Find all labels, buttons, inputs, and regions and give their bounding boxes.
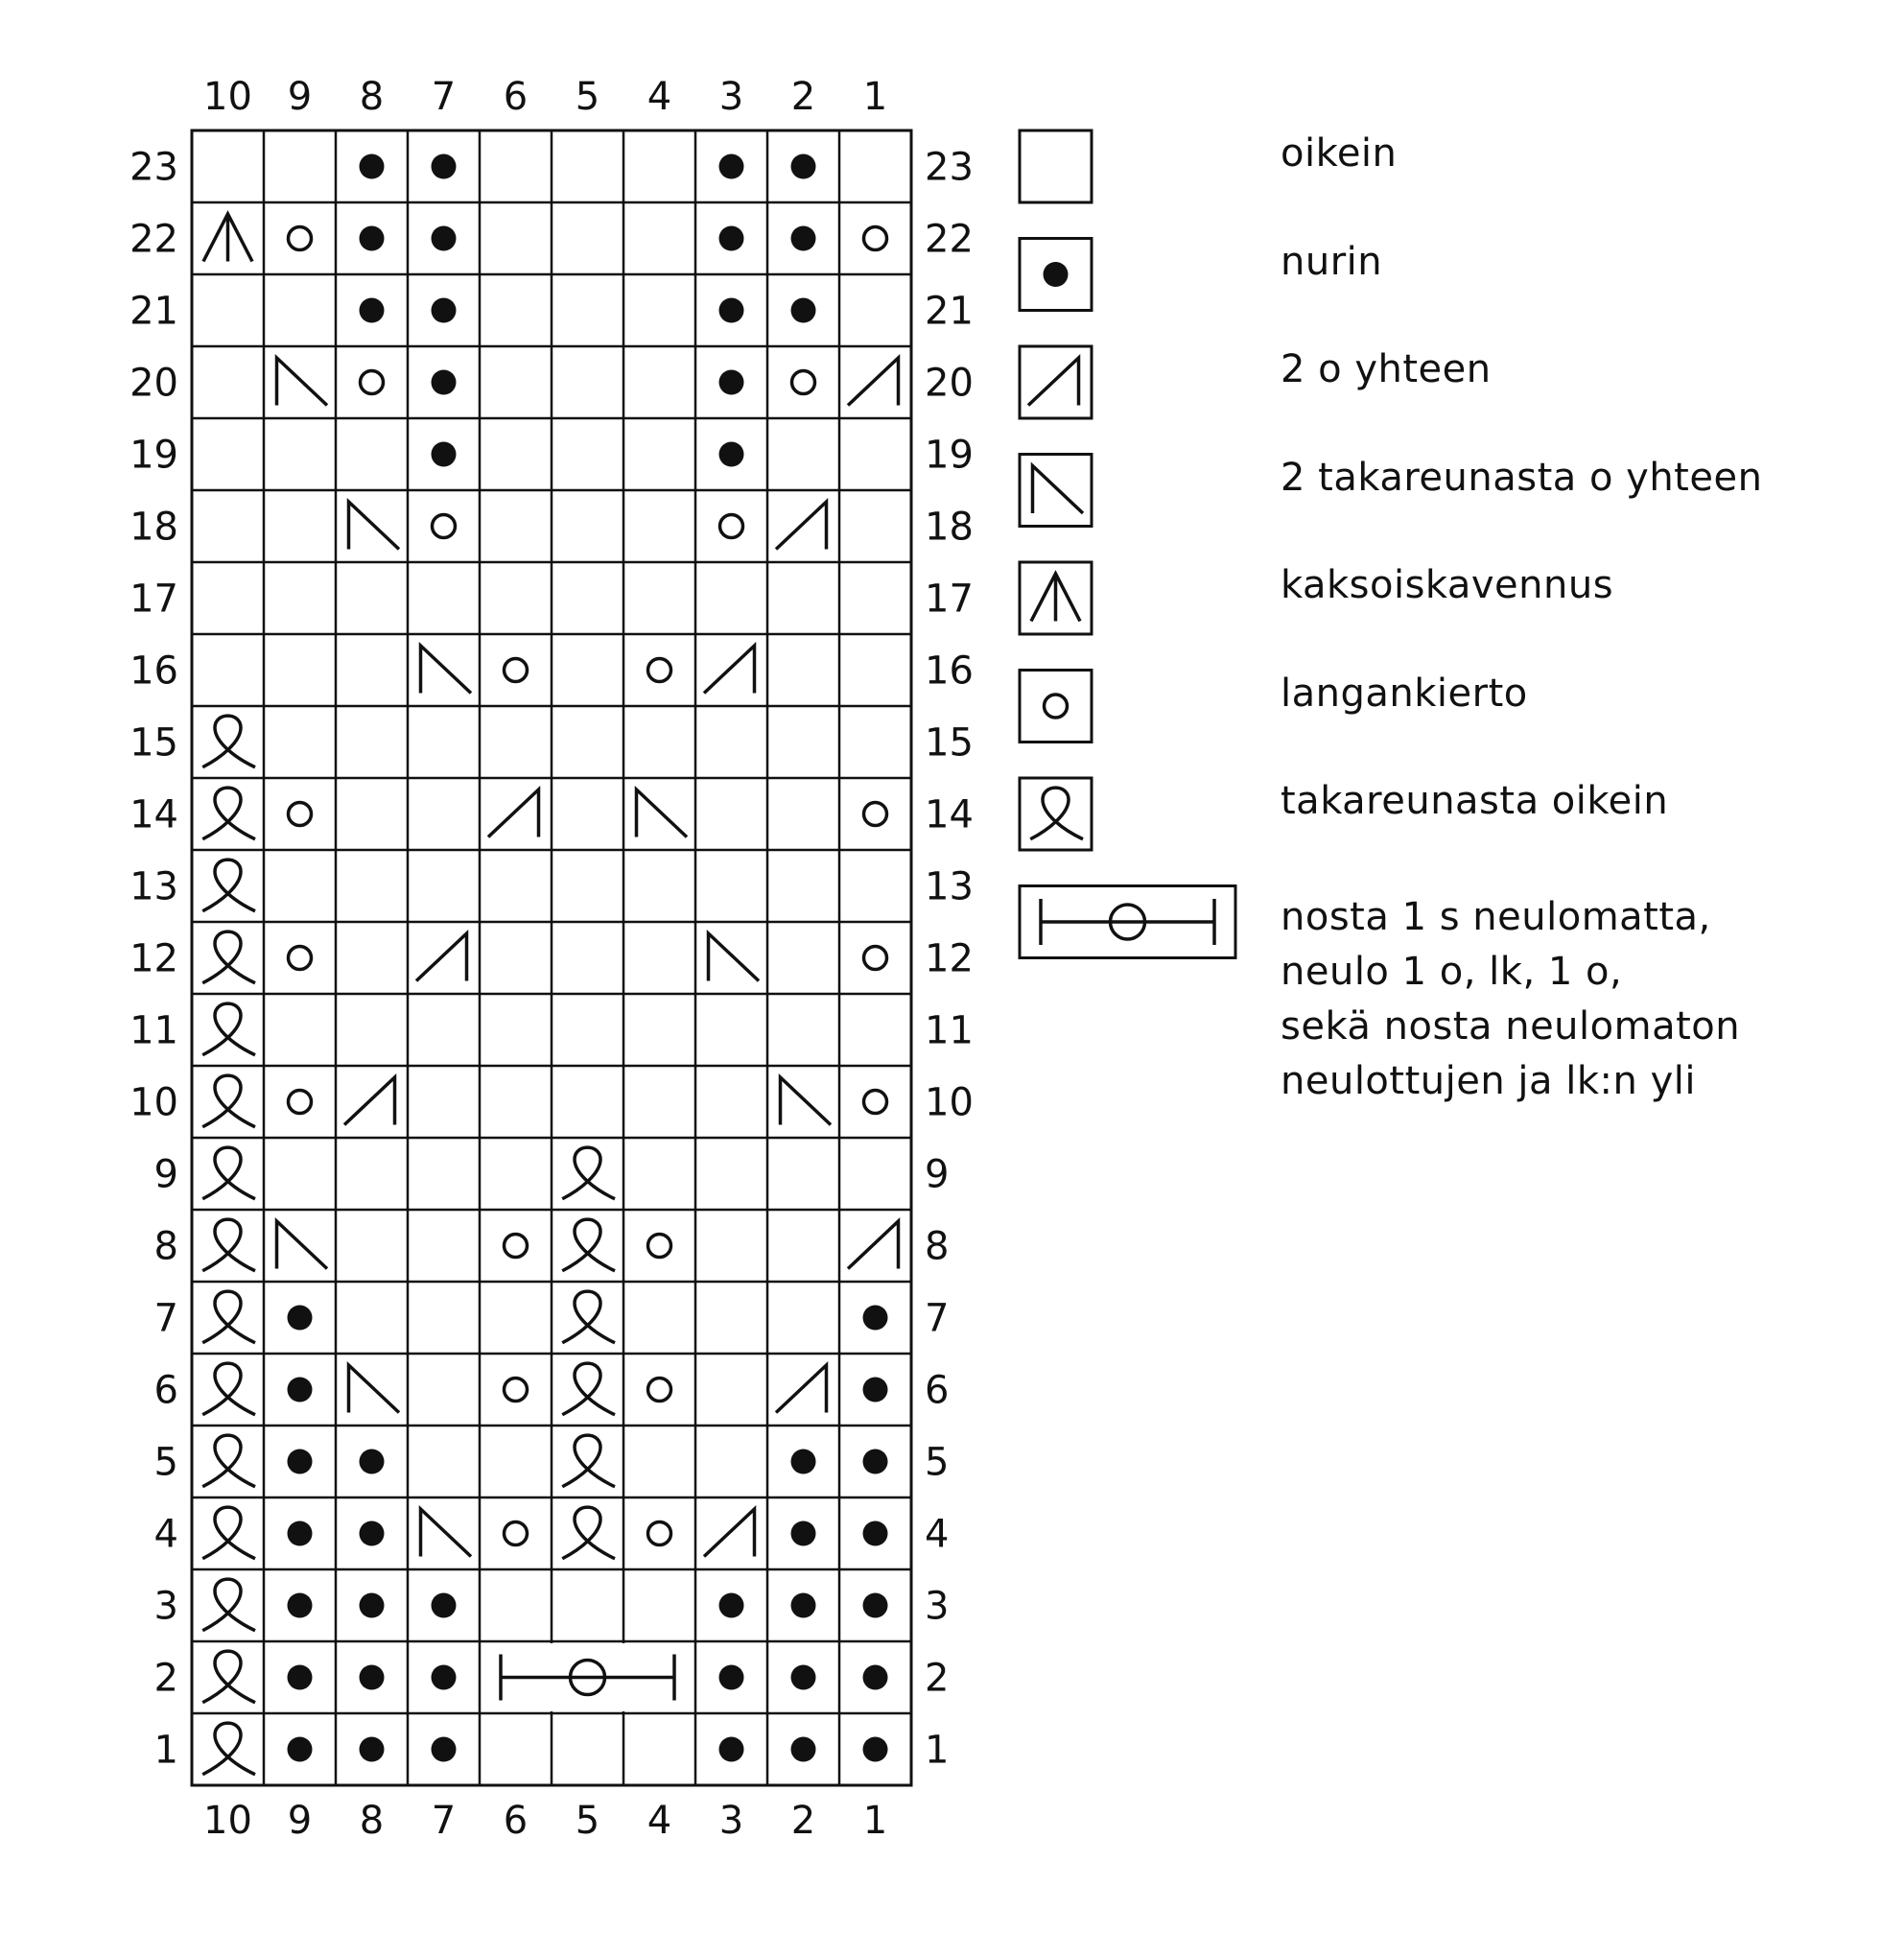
column-number-top: 5 (575, 75, 600, 119)
chart-cell-twisted-knit (562, 1219, 615, 1271)
chart-cell-purl (791, 1593, 816, 1618)
chart-cell-purl (863, 1521, 888, 1546)
chart-cell-yarn-over (792, 371, 815, 394)
chart-cell-purl (791, 1521, 816, 1546)
chart-cell-ssk (781, 1077, 832, 1125)
row-number-right: 6 (925, 1368, 950, 1413)
chart-cell-purl (719, 442, 744, 467)
column-number-top: 10 (203, 75, 252, 119)
chart-cell-yarn-over (648, 1235, 671, 1258)
chart-cell-twisted-knit (202, 931, 255, 983)
chart-cell-purl (719, 298, 744, 323)
chart-cell-purl (288, 1593, 313, 1618)
chart-cell-purl (719, 1593, 744, 1618)
column-number-top: 4 (646, 75, 672, 119)
column-number-bottom: 7 (431, 1799, 457, 1843)
chart-cell-purl (288, 1450, 313, 1474)
chart-cell-yarn-over (505, 659, 528, 682)
chart-cell-purl (791, 1737, 816, 1762)
chart-cell-purl (791, 298, 816, 323)
chart-cell-yarn-over (505, 1235, 528, 1258)
row-number-right: 20 (925, 361, 974, 406)
chart-cell-twisted-knit (562, 1291, 615, 1343)
row-number-right: 7 (925, 1296, 950, 1341)
chart-cell-purl (863, 1737, 888, 1762)
chart-cell-yarn-over (505, 1379, 528, 1402)
legend-label-ssk: 2 takareunasta o yhteen (1281, 455, 1763, 500)
row-number-right: 15 (925, 720, 974, 766)
column-number-top: 6 (503, 75, 529, 119)
column-number-bottom: 2 (790, 1799, 816, 1843)
legend-box (1020, 671, 1092, 743)
row-number-left: 10 (129, 1080, 178, 1125)
chart-cell-ssk (709, 933, 760, 981)
column-number-top: 1 (862, 75, 888, 119)
row-number-left: 2 (153, 1656, 178, 1701)
column-number-bottom: 5 (575, 1799, 600, 1843)
legend-symbols (1020, 130, 1235, 958)
row-number-left: 18 (129, 505, 178, 550)
chart-cell-yarn-over (289, 1091, 312, 1114)
chart-cell-twisted-knit (202, 860, 255, 911)
row-number-left: 8 (153, 1224, 178, 1269)
row-number-right: 5 (925, 1440, 950, 1485)
chart-cell-purl (432, 298, 457, 323)
chart-cell-purl (288, 1665, 313, 1690)
row-number-left: 9 (153, 1152, 178, 1197)
chart-cell-yarn-over (864, 947, 887, 970)
chart-cell-yarn-over (720, 515, 743, 538)
chart-cell-k2tog (416, 933, 467, 981)
chart-cell-twisted-knit (562, 1435, 615, 1487)
chart-cell-purl (791, 226, 816, 251)
chart-cell-twisted-knit (202, 1363, 255, 1415)
row-number-left: 16 (129, 648, 178, 694)
row-number-left: 17 (129, 577, 178, 622)
row-number-left: 13 (129, 864, 178, 909)
chart-cell-k2tog (704, 1509, 755, 1557)
row-number-left: 14 (129, 792, 178, 837)
row-number-right: 2 (925, 1656, 950, 1701)
chart-cell-ssk (421, 646, 472, 694)
row-number-left: 6 (153, 1368, 178, 1413)
row-number-right: 18 (925, 505, 974, 550)
column-number-bottom: 3 (718, 1799, 744, 1843)
row-number-right: 11 (925, 1008, 974, 1053)
row-number-right: 22 (925, 217, 974, 262)
column-number-bottom: 9 (287, 1799, 313, 1843)
chart-cell-purl (360, 1593, 385, 1618)
chart-cell-purl (863, 1450, 888, 1474)
row-number-left: 1 (153, 1728, 178, 1773)
column-number-top: 2 (790, 75, 816, 119)
column-number-bottom: 4 (646, 1799, 672, 1843)
chart-cell-yarn-over (864, 1091, 887, 1114)
chart-cell-purl (288, 1521, 313, 1546)
chart-cell-k2tog (776, 502, 827, 550)
chart-cell-twisted-knit (202, 1579, 255, 1631)
chart-cell-purl (360, 1521, 385, 1546)
chart-cell-purl (719, 226, 744, 251)
chart-cell-purl (791, 1665, 816, 1690)
row-number-left: 22 (129, 217, 178, 262)
row-number-left: 23 (129, 145, 178, 190)
legend-box (1020, 346, 1092, 418)
column-number-bottom: 8 (359, 1799, 385, 1843)
chart-cell-yarn-over (289, 227, 312, 250)
chart-cell-ssk (421, 1509, 472, 1557)
row-number-right: 23 (925, 145, 974, 190)
legend-label-purl: nurin (1281, 239, 1383, 284)
row-number-left: 20 (129, 361, 178, 406)
chart-cell-twisted-knit (202, 1507, 255, 1559)
row-number-right: 21 (925, 289, 974, 334)
row-number-left: 4 (153, 1512, 178, 1557)
row-number-right: 19 (925, 433, 974, 478)
chart-cell-purl (432, 154, 457, 179)
chart-cell-purl (863, 1306, 888, 1331)
chart-cell-twisted-knit (202, 788, 255, 839)
chart-cell-purl (719, 1737, 744, 1762)
chart-cell-twisted-knit (562, 1147, 615, 1199)
row-number-right: 4 (925, 1512, 950, 1557)
legend-label-slip-pass-over: nosta 1 s neulomatta, neulo 1 o, lk, 1 o, sekä nosta neulomaton neulottujen ja lk:n yli (1281, 894, 1741, 1103)
chart-cell-ssk (277, 1221, 328, 1269)
chart-cell-purl (863, 1665, 888, 1690)
row-number-left: 12 (129, 936, 178, 981)
chart-cell-twisted-knit (202, 1219, 255, 1271)
chart-cell-k2tog (344, 1077, 395, 1125)
chart-cell-purl (432, 1737, 457, 1762)
column-number-top: 7 (431, 75, 457, 119)
chart-cell-purl (432, 226, 457, 251)
column-number-top: 8 (359, 75, 385, 119)
chart-cell-purl (288, 1306, 313, 1331)
chart-cell-purl (863, 1378, 888, 1403)
chart-cell-k2tog (488, 790, 539, 837)
chart-cell-purl (360, 154, 385, 179)
row-number-left: 5 (153, 1440, 178, 1485)
row-number-right: 3 (925, 1584, 950, 1629)
row-number-right: 12 (925, 936, 974, 981)
chart-cell-purl (432, 1593, 457, 1618)
row-number-left: 7 (153, 1296, 178, 1341)
row-number-left: 21 (129, 289, 178, 334)
chart-cell-purl (360, 1450, 385, 1474)
row-number-left: 19 (129, 433, 178, 478)
chart-cell-yarn-over (648, 1379, 671, 1402)
chart-cell-yarn-over (864, 227, 887, 250)
chart-cell-k2tog (848, 358, 899, 406)
chart-cell-yarn-over (864, 803, 887, 826)
chart-cell-purl (288, 1737, 313, 1762)
column-number-bottom: 10 (203, 1799, 252, 1843)
chart-cell-yarn-over (648, 659, 671, 682)
legend-label-twisted-knit: takareunasta oikein (1281, 779, 1669, 823)
row-number-right: 13 (925, 864, 974, 909)
chart-cell-purl (719, 154, 744, 179)
chart-cell-ssk (277, 358, 328, 406)
legend-label-k2tog: 2 o yhteen (1281, 347, 1492, 391)
row-number-left: 15 (129, 720, 178, 766)
chart-cell-twisted-knit (202, 1723, 255, 1775)
chart-cell-twisted-knit (202, 1003, 255, 1055)
chart-cell-yarn-over (505, 1522, 528, 1545)
chart-cell-purl (719, 1665, 744, 1690)
chart-cell-purl (360, 298, 385, 323)
column-number-bottom: 6 (503, 1799, 529, 1843)
chart-cell-purl (432, 442, 457, 467)
chart-cell-ssk (349, 502, 400, 550)
chart-cell-purl (288, 1378, 313, 1403)
chart-cell-purl (719, 370, 744, 395)
chart-cell-twisted-knit (202, 1651, 255, 1703)
legend-label-knit: oikein (1281, 131, 1398, 176)
row-number-right: 17 (925, 577, 974, 622)
row-number-right: 1 (925, 1728, 950, 1773)
legend-label-yarn-over: langankierto (1281, 671, 1528, 716)
chart-cell-twisted-knit (202, 1435, 255, 1487)
chart-cell-yarn-over (289, 947, 312, 970)
chart-cell-twisted-knit (202, 1291, 255, 1343)
chart-cell-purl (432, 1665, 457, 1690)
chart-cell-k2tog (776, 1365, 827, 1413)
chart-cell-yarn-over (361, 371, 384, 394)
row-number-right: 9 (925, 1152, 950, 1197)
legend-symbol-purl (1044, 262, 1069, 287)
row-number-right: 10 (925, 1080, 974, 1125)
chart-cell-k2tog (704, 646, 755, 694)
chart-cell-purl (360, 1665, 385, 1690)
row-number-right: 14 (925, 792, 974, 837)
legend-box (1020, 130, 1092, 202)
chart-cell-twisted-knit (202, 1075, 255, 1127)
legend-label-double-decrease: kaksoiskavennus (1281, 563, 1614, 607)
chart-cell-ssk (637, 790, 688, 837)
row-number-left: 11 (129, 1008, 178, 1053)
chart-cell-purl (791, 154, 816, 179)
chart-cell-yarn-over (433, 515, 456, 538)
chart-cell-twisted-knit (202, 716, 255, 767)
chart-cell-purl (360, 226, 385, 251)
chart-cell-purl (863, 1593, 888, 1618)
chart-cell-ssk (349, 1365, 400, 1413)
chart-cell-twisted-knit (562, 1507, 615, 1559)
column-number-bottom: 1 (862, 1799, 888, 1843)
chart-cell-yarn-over (289, 803, 312, 826)
column-number-top: 9 (287, 75, 313, 119)
chart-cell-purl (791, 1450, 816, 1474)
row-number-right: 16 (925, 648, 974, 694)
chart-cell-purl (432, 370, 457, 395)
chart-cell-twisted-knit (562, 1363, 615, 1415)
chart-cell-purl (360, 1737, 385, 1762)
chart-cell-yarn-over (648, 1522, 671, 1545)
chart-cell-double-decrease (203, 214, 252, 262)
row-number-right: 8 (925, 1224, 950, 1269)
legend-box (1020, 455, 1092, 527)
chart-cell-k2tog (848, 1221, 899, 1269)
column-number-top: 3 (718, 75, 744, 119)
row-number-left: 3 (153, 1584, 178, 1629)
chart-cell-twisted-knit (202, 1147, 255, 1199)
